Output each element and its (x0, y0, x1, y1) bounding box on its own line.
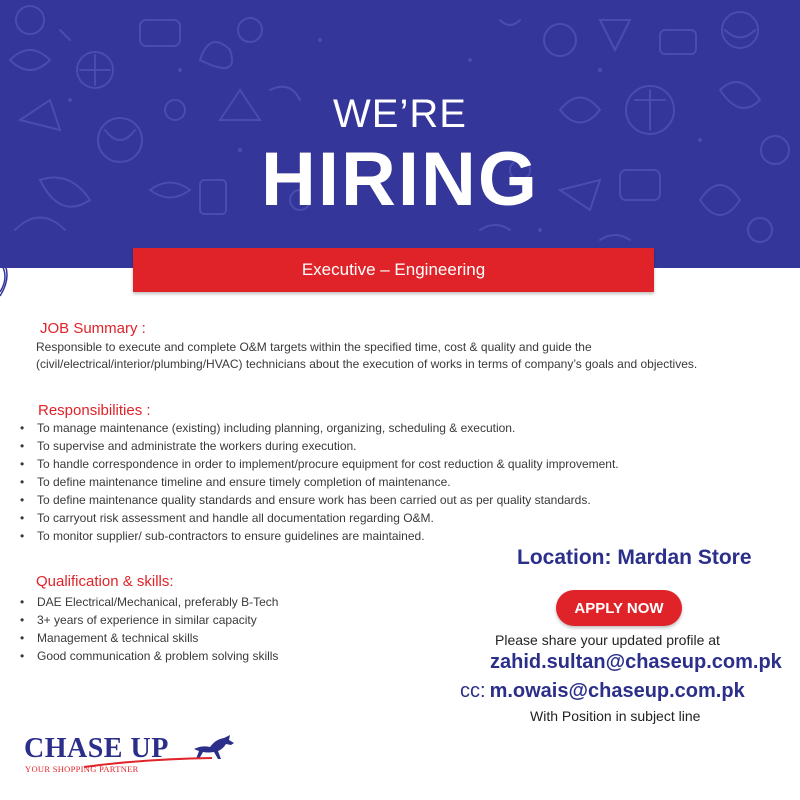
position-title-bar (133, 248, 654, 292)
list-item: • To supervise and administrate the workers during execution. (18, 437, 619, 455)
list-item: • 3+ years of experience in similar capacity (18, 611, 278, 629)
contact-email-link[interactable]: zahid.sultan@chaseup.com.pk (490, 651, 782, 673)
wave-lines-decoration (0, 252, 20, 302)
position-title: Executive – Engineering (301, 260, 486, 279)
apply-now-button[interactable] (556, 590, 682, 626)
list-item: • DAE Electrical/Mechanical, preferably B-Tech (18, 593, 278, 611)
we-re-heading: WE’RE (333, 92, 467, 136)
list-item: • To define maintenance timeline and ensure timely completion of maintenance. (18, 473, 619, 491)
chase-up-logo (24, 733, 244, 783)
list-item: • Good communication & problem solving skills (18, 647, 278, 665)
subject-line-note: With Position in subject line (530, 708, 701, 724)
responsibilities-title: Responsibilities : (38, 402, 151, 419)
logo-tagline: YOUR SHOPPING PARTNER (25, 764, 139, 774)
cc-row (460, 680, 745, 703)
list-item: • To monitor supplier/ sub-contractors to ensure guidelines are maintained. (18, 527, 619, 545)
cc-email-link[interactable]: m.owais@chaseup.com.pk (489, 680, 745, 702)
list-item: • To define maintenance quality standards and ensure work has been carried out as per quality standards. (18, 491, 619, 509)
cc-label: cc: (460, 680, 486, 702)
list-item: • To handle correspondence in order to implement/procure equipment for cost reduction & quality improvement. (18, 455, 619, 473)
list-item: • To carryout risk assessment and handle all documentation regarding O&M. (18, 509, 619, 527)
apply-now-label: APPLY NOW (574, 599, 664, 617)
share-instructions: Please share your updated profile at (495, 632, 720, 648)
hiring-heading: HIRING (261, 137, 539, 222)
responsibilities-list (18, 419, 619, 545)
logo-wordmark: CHASE UP (24, 733, 169, 764)
qualification-list (18, 593, 278, 665)
list-item: • Management & technical skills (18, 629, 278, 647)
list-item: • To manage maintenance (existing) including planning, organizing, scheduling & execution. (18, 419, 619, 437)
job-summary-text: Responsible to execute and complete O&M targets within the specified time, cost & quality and guide the (civil/electrical/interior/plumbing/HVAC) technicians about the execution of works in terms of company’s goals and objectives. (36, 340, 698, 371)
location-label: Location: Mardan Store (517, 546, 752, 569)
qualification-title: Qualification & skills: (36, 573, 174, 590)
job-summary-title: JOB Summary : (40, 320, 146, 337)
hiring-banner (0, 0, 800, 268)
